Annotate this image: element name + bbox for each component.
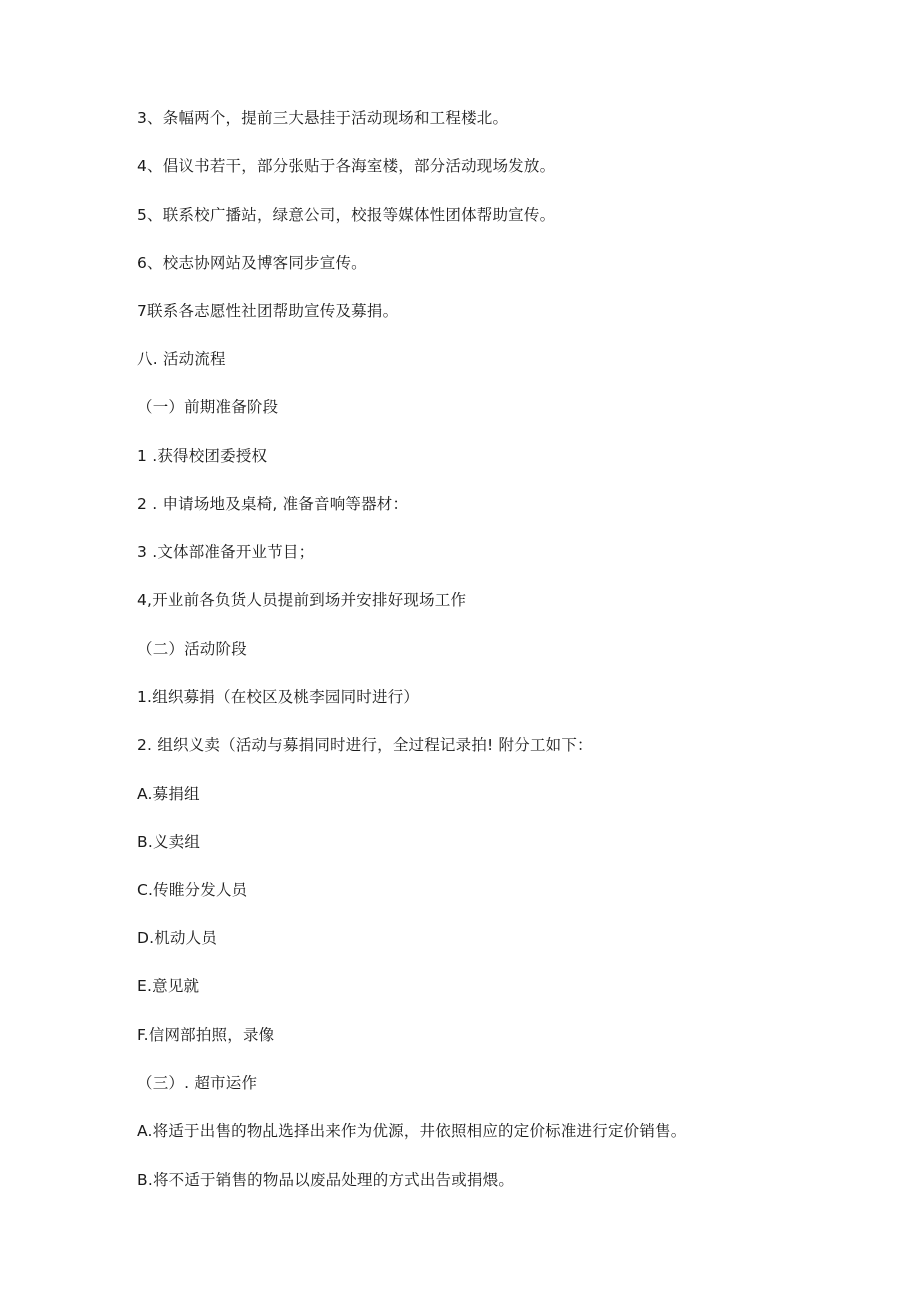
subsection-heading: （三）. 超市运作 xyxy=(137,1074,258,1092)
section-heading: 八. 活动流程 xyxy=(137,350,226,368)
text-line: A.募捐组 xyxy=(137,785,200,803)
text-line: 4、倡议书若干，部分张贴于各海室楼，部分活动现场发放。 xyxy=(137,157,556,175)
text-line: 3、条幅两个，提前三大悬挂于活动现场和工程楼北。 xyxy=(137,109,509,127)
text-line: 1 .获得校团委授权 xyxy=(137,447,268,465)
text-line: A.将适于出售的物乩选择出来作为优源，井依照相应的定价标准进行定价销售。 xyxy=(137,1122,687,1140)
text-line: 1.组织募捐（在校区及桃李园同时进行） xyxy=(137,688,420,706)
text-line: 6、校志协网站及博客同步宣传。 xyxy=(137,254,367,272)
text-line: 5、联系校广播站，绿意公司，校报等媒体性团体帮助宣传。 xyxy=(137,206,556,224)
text-line: B.义卖组 xyxy=(137,833,201,851)
subsection-heading: （二）活动阶段 xyxy=(137,640,247,658)
text-line: F.信网部拍照，录像 xyxy=(137,1026,275,1044)
text-line: 2. 组织义卖（活动与募捐同时进行，全过程记录拍! 附分工如下： xyxy=(137,736,593,754)
text-line: E.意见就 xyxy=(137,977,200,995)
text-line: D.机动人员 xyxy=(137,929,218,947)
text-line: B.将不适于销售的物品以废品处理的方式出告或捐煨。 xyxy=(137,1171,515,1189)
text-line: C.传睢分发人员 xyxy=(137,881,248,899)
text-line: 3 .文体部准备开业节目； xyxy=(137,543,315,561)
text-line: 4,开业前各负货人员提前到场并安排好现场工作 xyxy=(137,591,467,609)
text-line: 2 . 申请场地及桌椅, 准备音响等器材： xyxy=(137,495,409,513)
subsection-heading: （一）前期准备阶段 xyxy=(137,398,279,416)
text-line: 7联系各志愿性社团帮助宣传及募捐。 xyxy=(137,302,399,320)
